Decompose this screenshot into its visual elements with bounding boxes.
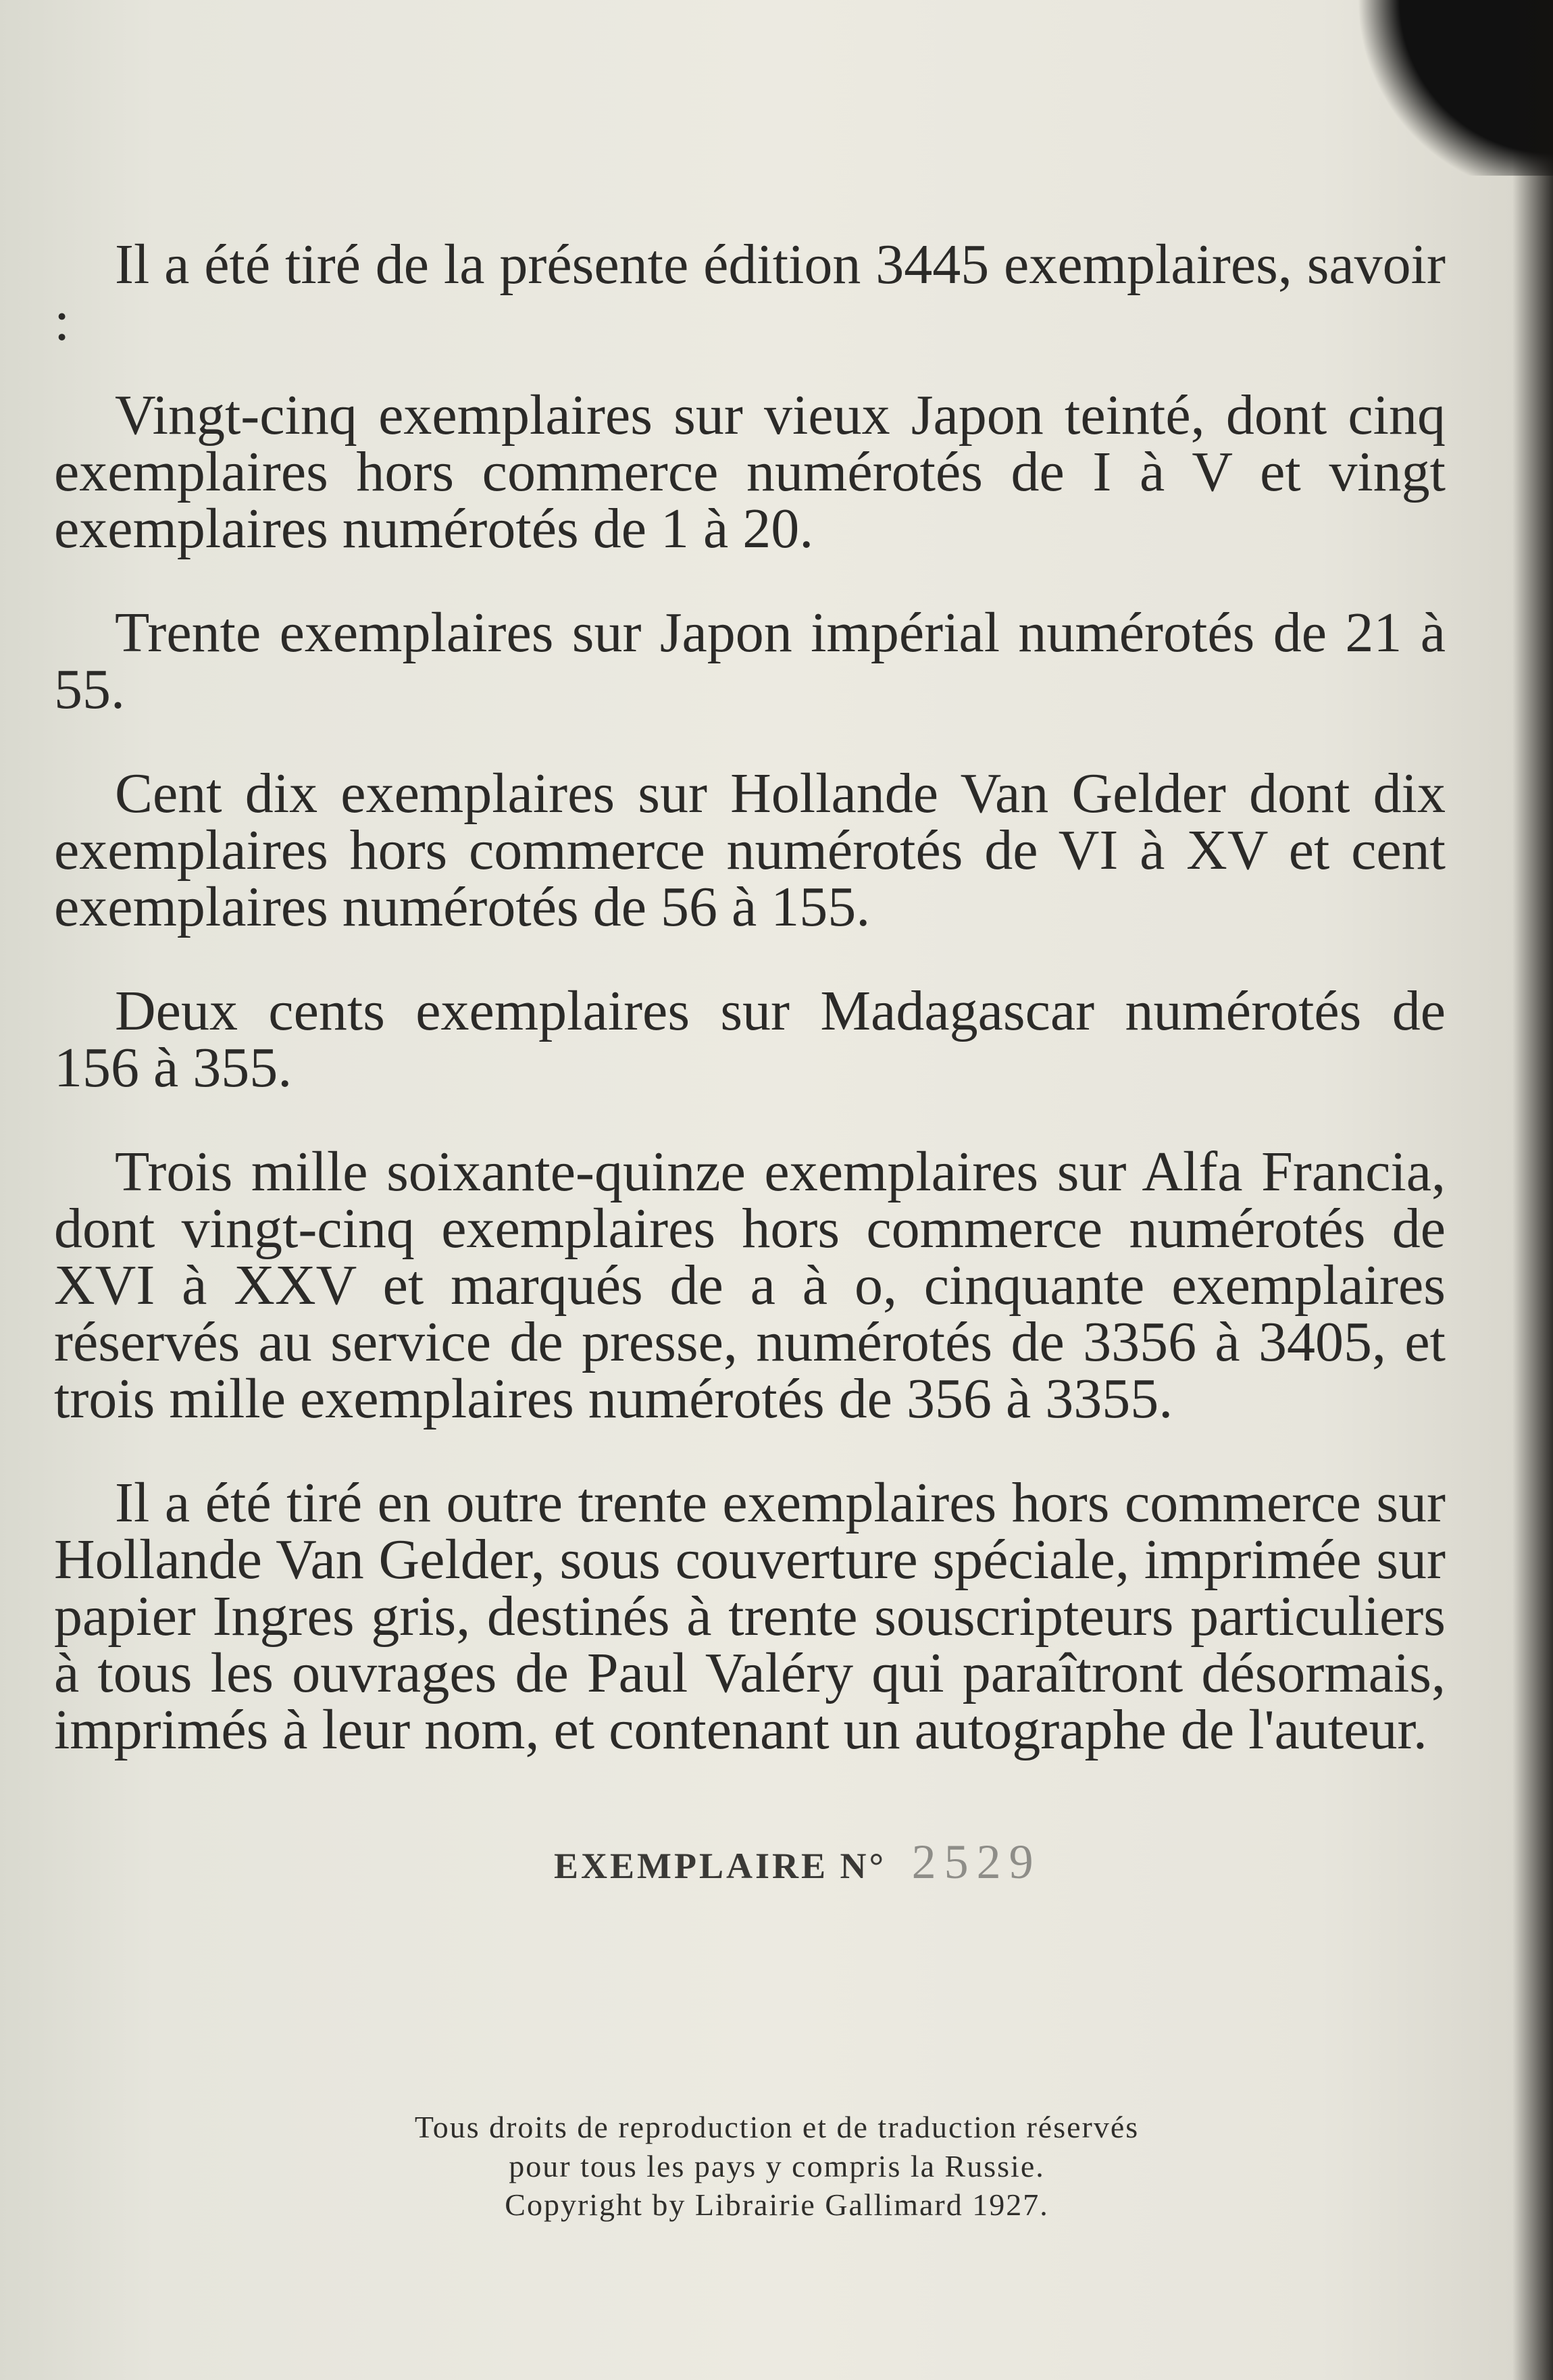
paragraph-hors-commerce: Il a été tiré en outre trente exemplaires hors commerce sur Hollande Van Gelder, sous couverture spéciale, imprimée sur papier Ingres gris, destinés à trente souscripteurs particuliers à tous les ouvrages de Paul Valéry qui paraîtront désormais, imprimés à leur nom, et contenant un autographe de l'auteur. (54, 1471, 1446, 1761)
copy-number-label: EXEMPLAIRE N° (554, 1846, 887, 1886)
justification-text (54, 233, 1446, 1806)
rights-line-2: pour tous les pays y compris la Russie. (509, 2148, 1045, 2183)
rights-notice (317, 2108, 1236, 2225)
page-edge-shadow (1512, 0, 1553, 2380)
paragraph-alfa-francia: Trois mille soixante-quinze exemplaires sur Alfa Francia, dont vingt-cinq exemplaires hors commerce numérotés de XVI à XXV et marqués de a à o, cinquante exemplaires réservés au service de presse, numérotés de 3356 à 3405, et trois mille exemplaires numérotés de 356 à 3355. (54, 1140, 1446, 1430)
rights-line-1: Tous droits de reproduction et de traduction réservés (414, 2110, 1140, 2144)
rights-line-3: Copyright by Librairie Gallimard 1927. (505, 2187, 1049, 2222)
paragraph-hollande: Cent dix exemplaires sur Hollande Van Gelder dont dix exemplaires hors commerce numérotés de VI à XV et cent exemplaires numérotés de 56 à 155. (54, 762, 1446, 938)
paragraph-madagascar: Deux cents exemplaires sur Madagascar numérotés de 156 à 355. (54, 980, 1446, 1099)
paragraph-intro: Il a été tiré de la présente édition 3445 exemplaires, savoir : (54, 233, 1446, 353)
copy-number-value: 2529 (911, 1835, 1042, 1889)
paragraph-vieux-japon: Vingt-cinq exemplaires sur vieux Japon teinté, dont cinq exemplaires hors commerce numérotés de I à V et vingt exemplaires numérotés de 1 à 20. (54, 384, 1446, 560)
copy-number (554, 1834, 1042, 1890)
paragraph-japon-imperial: Trente exemplaires sur Japon impérial numérotés de 21 à 55. (54, 601, 1446, 721)
